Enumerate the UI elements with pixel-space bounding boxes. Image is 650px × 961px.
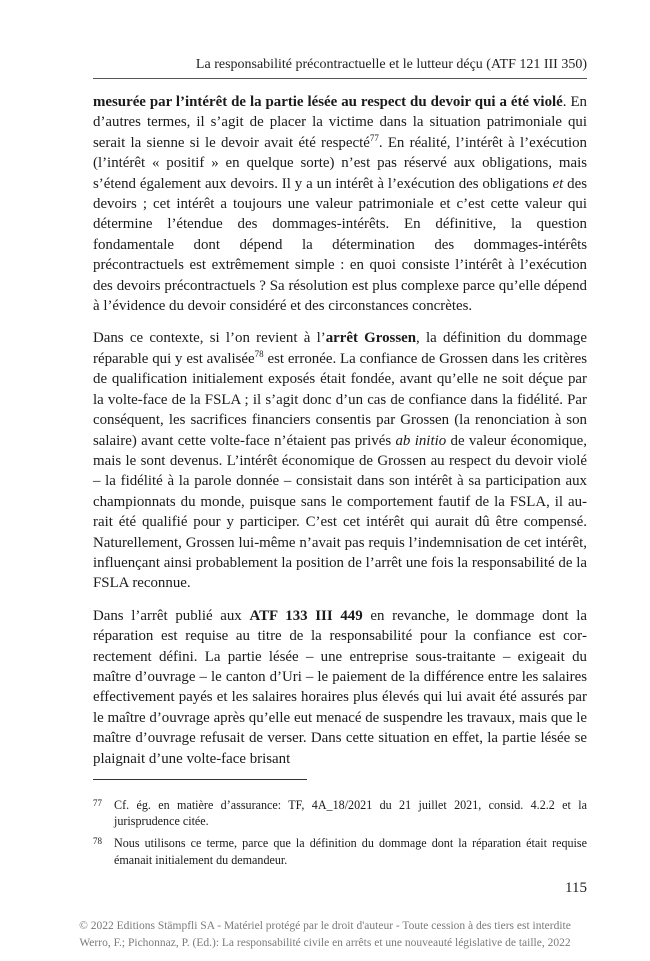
paragraph-text: en revanche, le dommage dont la réparation est requise au titre de la responsabilité pour la confiance est correctement défini. La partie lésée – une entreprise sous-traitante – exigeait du maître d’ouvrage – le canton d’Uri – le paiement de la différence entre les salaires effectivement payés et les salaires horaires plus élevés qui lui avait été assurés par le maître d’ouvrage après qu’elle eut menacé de suspendre les travaux, mais que le maître d’ouvrage refusait de verser. Dans cette situation en effet, la partie lésée se plaignait d’une volte-face brisant [93,607,587,767]
paragraph-2 [93,328,587,593]
copyright-line: © 2022 Editions Stämpfli SA - Matériel protégé par le droit d'auteur - Toute cession à des tiers est interdite [79,920,571,932]
paragraph-text: . En d’autres termes, il s’agit de placer la victime dans la situation patrimoniale qui serait la sienne si le devoir avait été respecté [93,94,587,151]
citation-line: Werro, F.; Pichonnaz, P. (Ed.): La responsabilité civile en arrêts et une nouveauté législative de taille, 2022 [79,937,571,949]
footnote-text: Nous utilisons ce terme, parce que la définition du dommage dont la réparation était requise émanait initialement du demandeur. [114,836,587,867]
footnote-ref-78[interactable]: 78 [254,348,264,359]
footnote-ref-77[interactable]: 77 [369,132,379,143]
footnote-78 [93,835,587,867]
paragraph-text: Dans l’arrêt publié aux [93,607,250,624]
paragraph-3 [93,606,587,769]
paragraph-text: de valeur économique, mais le sont devenus. L’intérêt économique de Grossen au respect du devoir violé – la fidélité à la parole donnée – consistait dans son intérêt à sa participation aux championnats du monde, puisque sans le comportement fautif de la FSLA, il aurait été qualifié pour y participer. C’est cet intérêt qui aurait dû être compensé. Naturellement, Grossen lui-même n’avait pas requis l’indemnisation de cet intérêt, influençant ainsi probablement la position de l’arrêt une fois la responsabilité de la FSLA reconnue. [93,432,587,592]
body-text [93,92,587,769]
italic-phrase: ab initio [395,432,447,449]
bold-phrase: mesurée par l’intérêt de la partie lésée au respect du devoir qui a été violé [93,94,563,110]
footnote-number: 77 [93,798,102,808]
paragraph-text: , la définition du dommage réparable qui y est avalisée [93,330,587,367]
footnote-text: Cf. ég. en matière d’assurance: TF, 4A_18/2021 du 21 juillet 2021, consid. 4.2.2 et la jurisprudence citée. [114,798,587,829]
paragraph-text: des devoirs ; cet intérêt a toujours une valeur patrimoniale et c’est cette valeur qui détermine l’étendue des dommages-intérêts. En définitive, la question fondamentale dont dépend la détermination des dommages-intérêts précontractuels est extrêmement simple : en quoi consiste l’intérêt à l’exécution des devoirs précontractuels ? Sa résolution est plus complexe parce qu’elle dépend à l’évidence du devoir considéré et des circonstances concrètes. [93,175,588,315]
paragraph-text: Dans ce contexte, si l’on revient à l’ [93,330,326,347]
bold-case-name: arrêt Grossen [325,330,417,347]
footnote-number: 78 [93,836,102,847]
running-header: La responsabilité précontractuelle et le lutteur déçu (ATF 121 III 350) [195,57,587,72]
paragraph-text: est erronée. La confiance de Grossen dans les critères de qualification initialement exposés était fondée, avant qu’elle ne soit déçue par la volte-face de la FSLA ; il s’agit donc d’un cas de confiance dans la fidélité. Par conséquent, les sacrifices financiers consentis par Grossen (la renonciation à son salaire) avant cette volte-face n’étaient pas privés [93,350,587,449]
footnote-divider [93,779,307,780]
bold-citation: ATF 133 III 449 [249,607,363,624]
paragraph-text: . En réalité, l’intérêt à l’exécution (l’intérêt « positif » en quelque sorte) n’est pas réservé aux obligations, mais s’étend également aux devoirs. Il y a un intérêt à l’exécution des obligations [93,134,588,192]
italic-word: et [552,175,564,192]
page-number: 115 [565,880,587,896]
footnotes [93,797,587,874]
paragraph-1 [93,92,587,316]
header-divider [93,78,587,79]
footnote-77 [93,797,587,829]
copyright-notice [0,918,650,952]
